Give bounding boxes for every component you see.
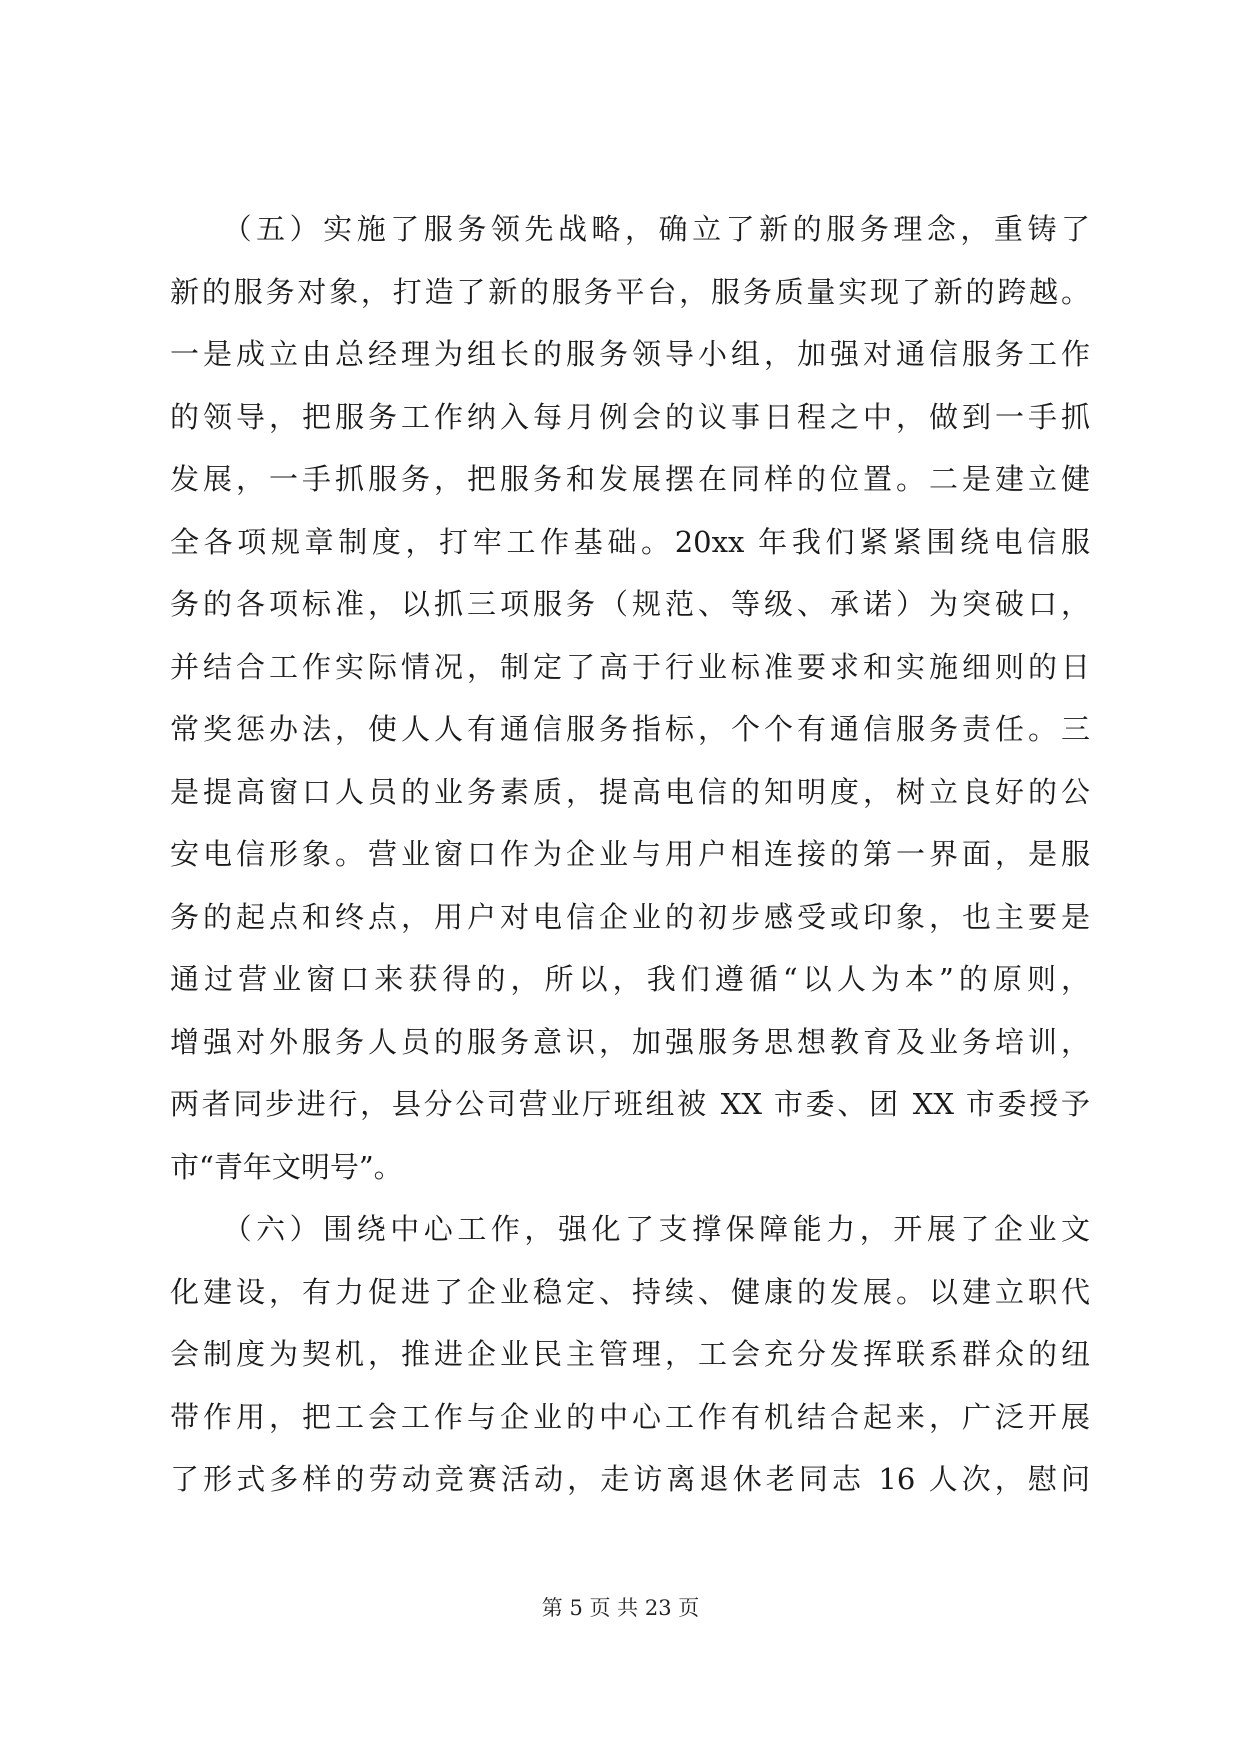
text-line: 两者同步进行，县分公司营业厅班组被 XX 市委、团 XX 市委授予 xyxy=(170,1087,1090,1121)
text-line: （六）围绕中心工作，强化了支撑保障能力，开展了企业文 xyxy=(170,1212,1090,1246)
text-line: 安电信形象。营业窗口作为企业与用户相连接的第一界面，是服 xyxy=(170,837,1090,871)
page-number-footer: 第 5 页 共 23 页 xyxy=(541,1596,700,1620)
text-line: 的领导，把服务工作纳入每月例会的议事日程之中，做到一手抓 xyxy=(170,399,1090,434)
text-line: 通过营业窗口来获得的，所以，我们遵循“以人为本”的原则， xyxy=(170,962,1090,996)
text-line: 新的服务对象，打造了新的服务平台，服务质量实现了新的跨越。 xyxy=(170,274,1090,309)
text-line: （五）实施了服务领先战略，确立了新的服务理念，重铸了 xyxy=(170,212,1090,246)
text-line: 会制度为契机，推进企业民主管理，工会充分发挥联系群众的纽 xyxy=(170,1337,1090,1371)
text-line: 一是成立由总经理为组长的服务领导小组，加强对通信服务工作 xyxy=(170,337,1090,371)
text-line: 全各项规章制度，打牢工作基础。20xx 年我们紧紧围绕电信服 xyxy=(170,524,1090,559)
text-line: 市“青年文明号”。 xyxy=(170,1149,403,1184)
text-line: 带作用，把工会工作与企业的中心工作有机结合起来，广泛开展 xyxy=(170,1399,1090,1434)
text-line: 务的起点和终点，用户对电信企业的初步感受或印象，也主要是 xyxy=(170,899,1090,934)
text-line: 并结合工作实际情况，制定了高于行业标准要求和实施细则的日 xyxy=(170,649,1090,684)
text-line: 化建设，有力促进了企业稳定、持续、健康的发展。以建立职代 xyxy=(170,1274,1090,1309)
text-line: 发展，一手抓服务，把服务和发展摆在同样的位置。二是建立健 xyxy=(170,462,1090,496)
text-line: 了形式多样的劳动竞赛活动，走访离退休老同志 16 人次，慰问 xyxy=(170,1462,1090,1496)
document-body xyxy=(170,198,1090,1511)
text-line: 是提高窗口人员的业务素质，提高电信的知明度，树立良好的公 xyxy=(170,774,1090,809)
text-line: 常奖惩办法，使人人有通信服务指标，个个有通信服务责任。三 xyxy=(170,712,1090,746)
text-line: 增强对外服务人员的服务意识，加强服务思想教育及业务培训， xyxy=(170,1024,1090,1059)
text-line: 务的各项标准，以抓三项服务（规范、等级、承诺）为突破口， xyxy=(170,587,1090,621)
